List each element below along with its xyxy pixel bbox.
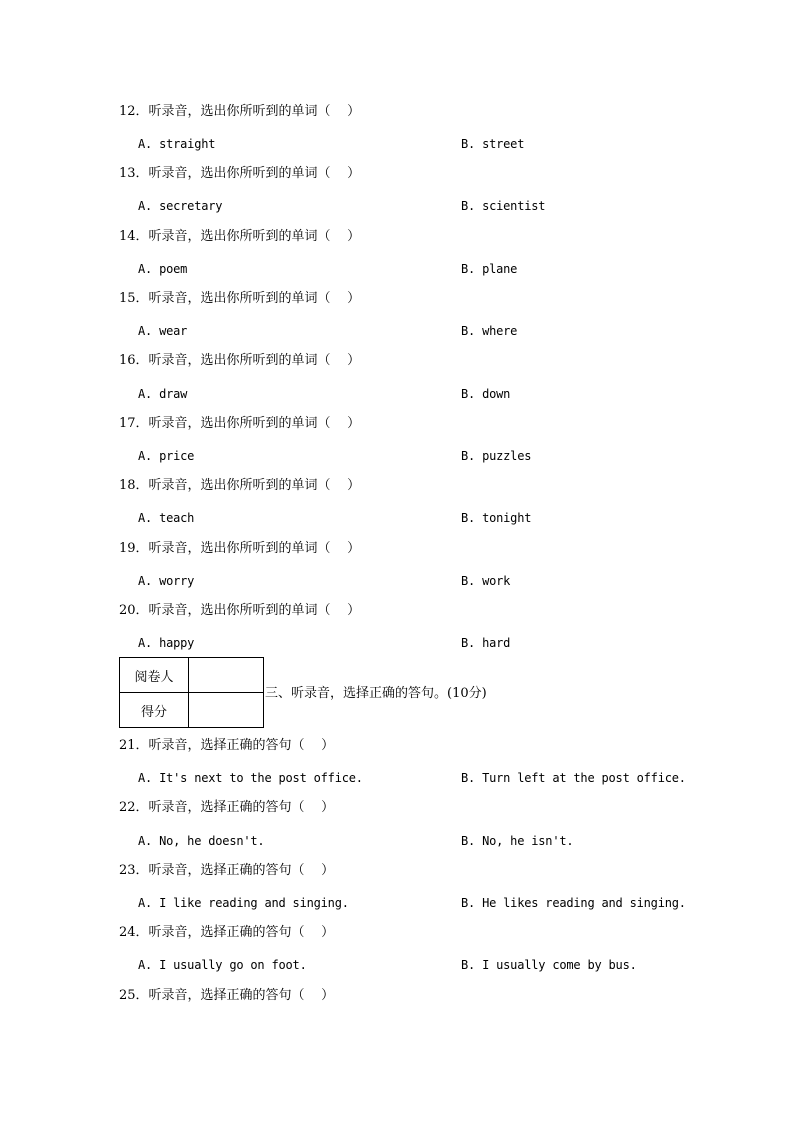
question-18-option-a: A. teach — [138, 511, 195, 525]
question-15-option-a: A. wear — [138, 324, 188, 338]
question-16-stem: 16．听录音，选出你所听到的单词（ ） — [119, 353, 361, 368]
question-13-option-a: A. secretary — [138, 199, 223, 213]
question-12-stem: 12．听录音，选出你所听到的单词（ ） — [119, 104, 361, 119]
question-22-option-b: B. No, he isn't. — [461, 834, 574, 848]
question-23-option-b: B. He likes reading and singing. — [461, 896, 686, 910]
score-label: 得分 — [120, 693, 189, 728]
question-18-option-b: B. tonight — [461, 511, 532, 525]
question-23-option-a: A. I like reading and singing. — [138, 896, 349, 910]
question-24-stem: 24．听录音，选择正确的答句（ ） — [119, 925, 335, 940]
question-17-option-a: A. price — [138, 449, 195, 463]
question-19-option-a: A. worry — [138, 574, 195, 588]
question-12-option-b: B. street — [461, 137, 525, 151]
score-table — [119, 657, 264, 728]
question-21-option-a: A. It's next to the post office. — [138, 771, 363, 785]
question-21-option-b: B. Turn left at the post office. — [461, 771, 686, 785]
section-3-title: 三、听录音，选择正确的答句。(10分) — [265, 686, 487, 701]
question-25-stem: 25．听录音，选择正确的答句（ ） — [119, 988, 335, 1003]
question-14-option-a: A. poem — [138, 262, 188, 276]
question-17-stem: 17．听录音，选出你所听到的单词（ ） — [119, 416, 361, 431]
question-12-option-a: A. straight — [138, 137, 216, 151]
question-15-stem: 15．听录音，选出你所听到的单词（ ） — [119, 291, 361, 306]
score-blank — [189, 693, 264, 728]
question-20-option-a: A. happy — [138, 636, 195, 650]
grader-label: 阅卷人 — [120, 658, 189, 693]
question-19-stem: 19．听录音，选出你所听到的单词（ ） — [119, 541, 361, 556]
question-15-option-b: B. where — [461, 324, 518, 338]
question-22-stem: 22．听录音，选择正确的答句（ ） — [119, 800, 335, 815]
question-17-option-b: B. puzzles — [461, 449, 532, 463]
question-22-option-a: A. No, he doesn't. — [138, 834, 265, 848]
grader-blank — [189, 658, 264, 693]
question-14-option-b: B. plane — [461, 262, 518, 276]
question-13-stem: 13．听录音，选出你所听到的单词（ ） — [119, 166, 361, 181]
question-14-stem: 14．听录音，选出你所听到的单词（ ） — [119, 229, 361, 244]
question-16-option-a: A. draw — [138, 387, 188, 401]
question-20-option-b: B. hard — [461, 636, 511, 650]
question-19-option-b: B. work — [461, 574, 511, 588]
question-24-option-a: A. I usually go on foot. — [138, 958, 307, 972]
question-16-option-b: B. down — [461, 387, 511, 401]
question-23-stem: 23．听录音，选择正确的答句（ ） — [119, 863, 335, 878]
question-20-stem: 20．听录音，选出你所听到的单词（ ） — [119, 603, 361, 618]
question-21-stem: 21．听录音，选择正确的答句（ ） — [119, 738, 335, 753]
question-24-option-b: B. I usually come by bus. — [461, 958, 637, 972]
question-13-option-b: B. scientist — [461, 199, 546, 213]
question-18-stem: 18．听录音，选出你所听到的单词（ ） — [119, 478, 361, 493]
